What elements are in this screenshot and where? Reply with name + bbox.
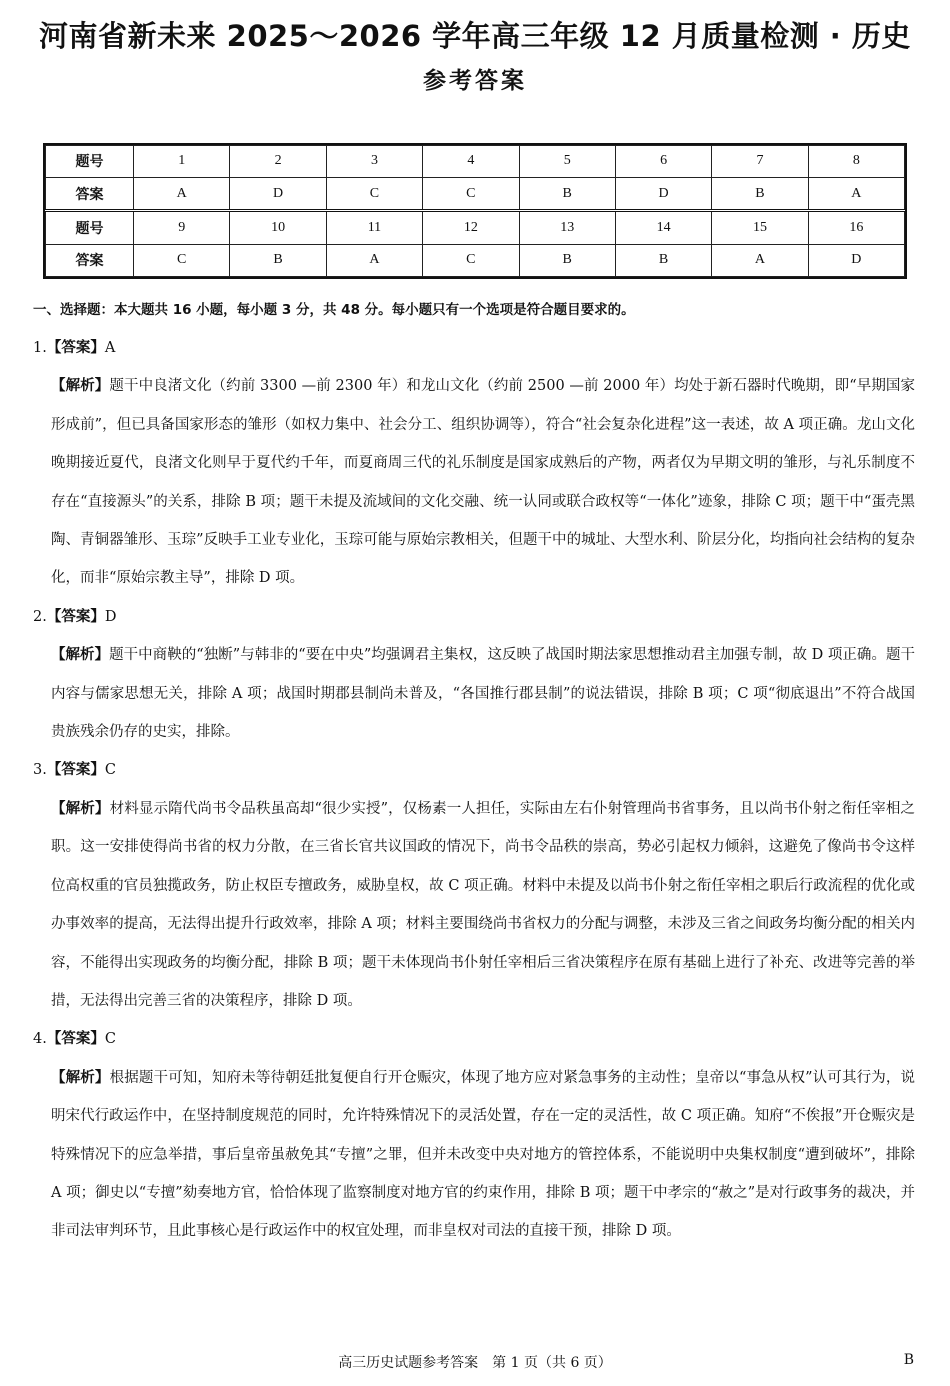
answer-cell: D [230, 177, 326, 211]
explain-tag: 【解析】 [51, 647, 110, 664]
explanation-text: 题干中良渚文化（约前 3300 —前 2300 年）和龙山文化（约前 2500 —前 2000 年）均处于新石器时代晚期，即“早期国家形成前”，但已具备国家形态的雏形（如权力集中、社会分工、组织协调等），符合“社会复杂化进程”这一表述，故 A 项正确。龙山文化晚期接近夏代，良渚文化则早于夏代约千年，而夏商周三代的礼乐制度是国家成熟后的产物，两者仅为早期文明的雏形，与礼乐制度不存在“直接源头”的关系，排除 B 项；题干未提及流域间的文化交融、统一认同或联合政权等“一体化”迹象，排除 C 项；题干中“蛋壳黑陶、青铜器雏形、玉琮”反映手工业专业化，玉琮可能与原始宗教相关，但题干中的城址、大型水利、阶层分化，均指向社会结构的复杂化，而非“原始宗教主导”，排除 D 项。 [51, 378, 916, 587]
question-3-answer [33, 751, 915, 789]
answer-cell: C [326, 177, 422, 211]
explain-tag: 【解析】 [51, 1069, 110, 1086]
table-row-answers-2 [46, 244, 905, 276]
question-number: 1. [33, 340, 47, 356]
answer-value: A [104, 340, 116, 356]
question-number-cell: 5 [519, 146, 615, 178]
question-number-cell: 9 [134, 211, 230, 245]
page-title: 河南省新未来 2025～2026 学年高三年级 12 月质量检测 · 历史 [39, 19, 911, 53]
answer-value: C [104, 762, 116, 779]
explain-tag: 【解析】 [51, 800, 110, 817]
question-number-cell: 12 [423, 211, 519, 245]
answer-cell: A [808, 177, 904, 211]
row-label-number: 题号 [46, 146, 134, 178]
question-4-answer [33, 1020, 915, 1058]
answer-cell: C [134, 244, 230, 276]
answer-cell: A [326, 244, 422, 276]
answer-table [43, 143, 907, 279]
answer-cell: C [423, 177, 519, 211]
question-number-cell: 2 [230, 146, 326, 178]
question-number-cell: 11 [326, 211, 422, 245]
answer-tag: 【答案】 [46, 762, 105, 779]
table-row-answers-1 [46, 177, 905, 211]
question-number-cell: 7 [712, 146, 808, 178]
question-4-explanation [33, 1059, 915, 1251]
question-number-cell: 8 [808, 146, 904, 178]
version-mark: B [903, 1352, 914, 1368]
table-row-numbers-2 [46, 211, 905, 245]
question-number-cell: 1 [134, 146, 230, 178]
row-label-answer: 答案 [46, 244, 134, 276]
answer-tag: 【答案】 [46, 1031, 105, 1048]
page-subtitle: 参考答案 [423, 68, 527, 94]
answer-tag: 【答案】 [46, 340, 105, 356]
answer-cell: C [423, 244, 519, 276]
answer-value: D [104, 608, 117, 625]
answer-cell: A [134, 177, 230, 211]
explain-tag: 【解析】 [51, 378, 110, 395]
page-footer: 高三历史试题参考答案 第 1 页（共 6 页） [338, 1355, 612, 1371]
explanation-text: 根据题干可知，知府未等待朝廷批复便自行开仓赈灾，体现了地方应对紧急事务的主动性；皇帝以“事急从权”认可其行为，说明宋代行政运作中，在坚持制度规范的同时，允许特殊情况下的灵活处置，存在一定的灵活性，故 C 项正确。知府“不俟报”开仓赈灾是特殊情况下的应急举措，事后皇帝虽赦免其“专擅”之罪，但并未改变中央对地方的管控体系，不能说明中央集权制度“遭到破坏”，排除 A 项；御史以“专擅”劾奏地方官，恰恰体现了监察制度对地方官的约束作用，排除 B 项；题干中孝宗的“赦之”是对行政事务的裁决，并非司法审判环节，且此事核心是行政运作中的权宜处理，而非皇权对司法的直接干预，排除 D 项。 [51, 1069, 916, 1240]
answer-value: C [104, 1031, 116, 1048]
answer-cell: B [519, 177, 615, 211]
question-1-explanation [33, 367, 915, 597]
answer-cell: B [519, 244, 615, 276]
question-number: 2. [33, 608, 47, 625]
question-number-cell: 16 [808, 211, 904, 245]
answer-cell: B [712, 177, 808, 211]
question-1-answer [33, 329, 915, 367]
explanation-text: 题干中商鞅的“独断”与韩非的“要在中央”均强调君主集权，这反映了战国时期法家思想推动君主加强专制，故 D 项正确。题干内容与儒家思想无关，排除 A 项；战国时期郡县制尚未普及，“各国推行郡县制”的说法错误，排除 B 项；C 项“彻底退出”不符合战国贵族残余仍存的史实，排除。 [51, 647, 916, 741]
answer-tag: 【答案】 [46, 608, 105, 625]
question-number-cell: 6 [615, 146, 711, 178]
table-row-numbers-1 [46, 146, 905, 178]
question-number-cell: 3 [326, 146, 422, 178]
answer-explanations [33, 297, 915, 1251]
answer-cell: B [615, 244, 711, 276]
row-label-number: 题号 [46, 211, 134, 245]
explanation-text: 材料显示隋代尚书令品秩虽高却“很少实授”，仅杨素一人担任，实际由左右仆射管理尚书省事务，且以尚书仆射之衔任宰相之职。这一安排使得尚书省的权力分散，在三省长官共议国政的情况下，尚书令品秩的崇高，势必引起权力倾斜，这避免了像尚书令这样位高权重的官员独揽政务，防止权臣专擅政务，威胁皇权，故 C 项正确。材料中未提及以尚书仆射之衔任宰相之职后行政流程的优化或办事效率的提高，无法得出提升行政效率，排除 A 项；材料主要围绕尚书省权力的分配与调整，未涉及三省之间政务均衡分配的相关内容，不能得出实现政务的均衡分配，排除 B 项；题干未体现尚书仆射任宰相后三省决策程序在原有基础上进行了补充、改进等完善的举措，无法得出完善三省的决策程序，排除 D 项。 [51, 800, 916, 1009]
question-number-cell: 13 [519, 211, 615, 245]
section-heading: 一、选择题：本大题共 16 小题，每小题 3 分，共 48 分。每小题只有一个选项是符合题目要求的。 [33, 302, 635, 318]
question-2-explanation [33, 636, 915, 751]
question-number-cell: 10 [230, 211, 326, 245]
answer-cell: B [230, 244, 326, 276]
question-3-explanation [33, 790, 915, 1020]
question-number-cell: 14 [615, 211, 711, 245]
answer-cell: D [615, 177, 711, 211]
answer-cell: D [808, 244, 904, 276]
answer-cell: A [712, 244, 808, 276]
question-number: 4. [33, 1031, 47, 1048]
question-number: 3. [33, 762, 47, 779]
row-label-answer: 答案 [46, 177, 134, 211]
question-number-cell: 15 [712, 211, 808, 245]
question-number-cell: 4 [423, 146, 519, 178]
question-2-answer [33, 598, 915, 636]
